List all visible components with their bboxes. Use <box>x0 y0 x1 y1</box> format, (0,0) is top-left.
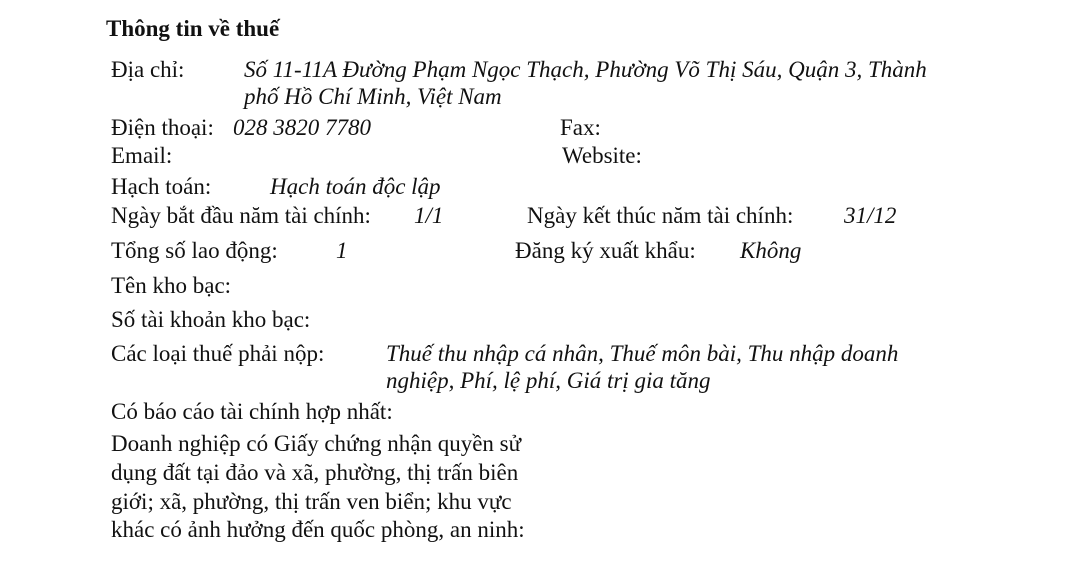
land-cert-line2: dụng đất tại đảo và xã, phường, thị trấn biên <box>111 460 519 485</box>
section-title: Thông tin về thuế <box>106 16 280 41</box>
fiscal-start-value: 1/1 <box>414 203 444 228</box>
consolidated-report-label: Có báo cáo tài chính hợp nhất: <box>111 399 393 424</box>
treasury-account-label: Số tài khoản kho bạc: <box>111 307 311 332</box>
phone-label: Điện thoại: <box>111 115 214 140</box>
fiscal-end-label: Ngày kết thúc năm tài chính: <box>527 203 794 228</box>
taxes-value-line2: nghiệp, Phí, lệ phí, Giá trị gia tăng <box>386 368 711 393</box>
fiscal-end-value: 31/12 <box>844 203 897 228</box>
phone-value: 028 3820 7780 <box>233 115 371 140</box>
address-value-line2: phố Hồ Chí Minh, Việt Nam <box>244 84 502 109</box>
email-label: Email: <box>111 143 173 168</box>
taxes-value-line1: Thuế thu nhập cá nhân, Thuế môn bài, Thu nhập doanh <box>386 341 899 366</box>
employees-label: Tổng số lao động: <box>111 238 278 263</box>
address-label: Địa chỉ: <box>111 57 185 82</box>
accounting-label: Hạch toán: <box>111 174 212 199</box>
land-cert-line4: khác có ảnh hưởng đến quốc phòng, an ninh: <box>111 517 525 542</box>
export-registration-label: Đăng ký xuất khẩu: <box>515 238 696 263</box>
treasury-name-label: Tên kho bạc: <box>111 273 232 298</box>
land-cert-line3: giới; xã, phường, thị trấn ven biển; khu vực <box>111 489 512 514</box>
accounting-value: Hạch toán độc lập <box>270 174 441 199</box>
fiscal-start-label: Ngày bắt đầu năm tài chính: <box>111 203 371 228</box>
website-label: Website: <box>562 143 642 168</box>
employees-value: 1 <box>336 238 348 263</box>
fax-label: Fax: <box>560 115 601 140</box>
export-registration-value: Không <box>740 238 802 263</box>
taxes-label: Các loại thuế phải nộp: <box>111 341 325 366</box>
land-cert-line1: Doanh nghiệp có Giấy chứng nhận quyền sử <box>111 431 522 456</box>
address-value-line1: Số 11-11A Đường Phạm Ngọc Thạch, Phường Võ Thị Sáu, Quận 3, Thành <box>244 57 927 82</box>
